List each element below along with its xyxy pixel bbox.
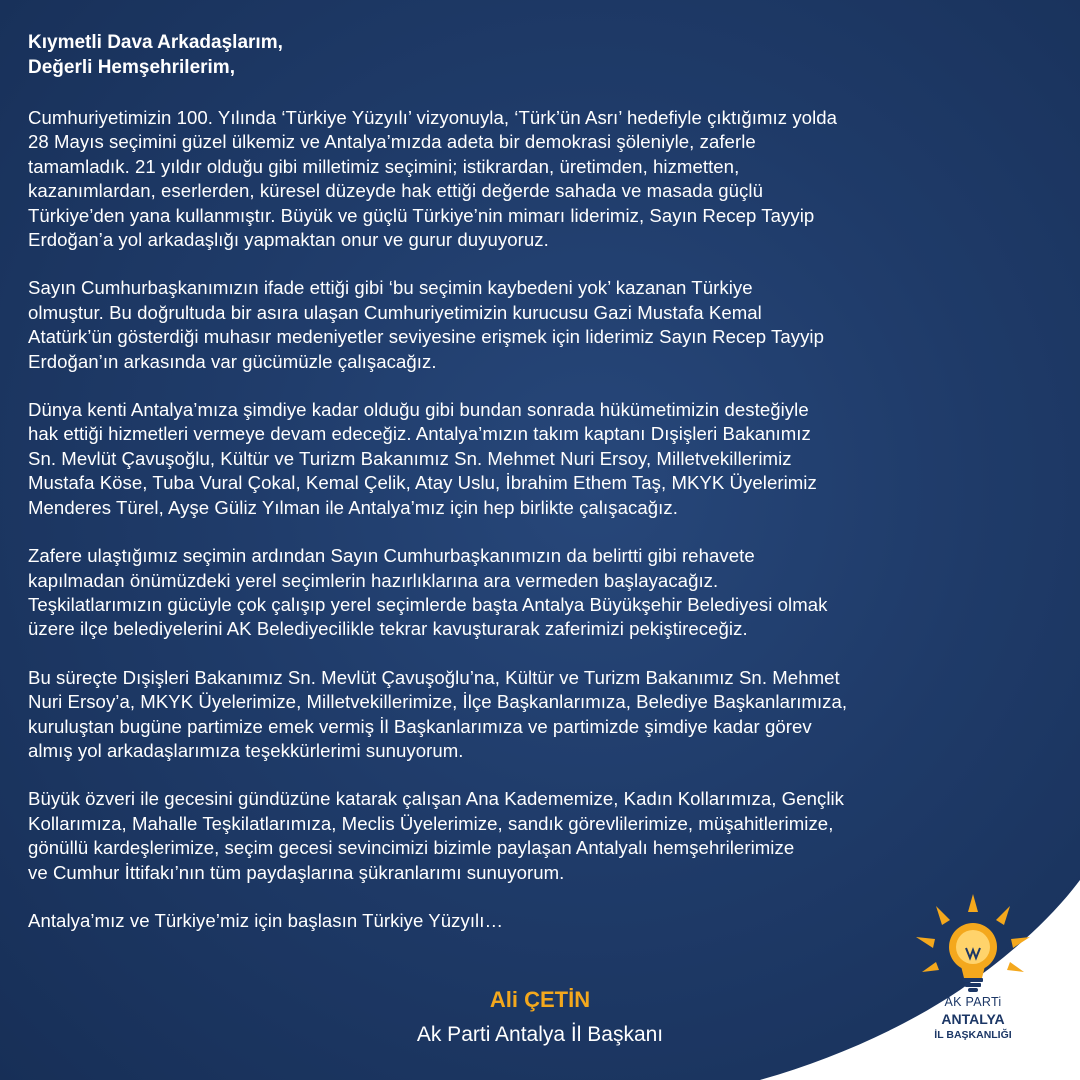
paragraph-line: tamamladık. 21 yıldır olduğu gibi milletimiz seçimini; istikrardan, üretimden, hizmetten, — [28, 155, 740, 177]
paragraph-line: Menderes Türel, Ayşe Güliz Yılman ile Antalya’mız için hep birlikte çalışacağız. — [28, 496, 678, 518]
paragraph-line: kazanımlardan, eserlerden, küresel düzeyde hak ettiği değerde sahada ve masada güçlü — [28, 180, 763, 202]
signer-title: Ak Parti Antalya İl Başkanı — [416, 1023, 664, 1046]
paragraph-line: kapılmadan önümüzdeki yerel seçimlerin hazırlıklarına ara vermeden başlayacağız. — [28, 569, 719, 591]
paragraph-line: Erdoğan’ın arkasında var gücümüzle çalışacağız. — [28, 350, 437, 372]
party-logo — [908, 892, 1038, 1062]
greeting-line: Kıymetli Dava Arkadaşlarım, — [28, 32, 283, 53]
paragraph — [28, 787, 1058, 885]
greeting-line: Değerli Hemşehrilerim, — [28, 57, 235, 78]
logo-line-3: İL BAŞKANLIĞI — [934, 1029, 1012, 1041]
paragraph — [28, 276, 1058, 374]
signature-block — [380, 985, 700, 1053]
paragraph — [28, 666, 1058, 764]
paragraph — [28, 106, 1058, 252]
logo-line-2: ANTALYA — [941, 1011, 1005, 1027]
paragraph-line: Zafere ulaştığımız seçimin ardından Sayın Cumhurbaşkanımızın da belirtti gibi rehavete — [28, 545, 755, 567]
paragraph-line: Bu süreçte Dışişleri Bakanımız Sn. Mevlüt Çavuşoğlu’na, Kültür ve Turizm Bakanımız Sn. Mehmet — [28, 666, 840, 688]
paragraph-line: 28 Mayıs seçimini güzel ülkemiz ve Antalya’mızda adeta bir demokrasi şöleniyle, zaferle — [28, 131, 756, 153]
paragraph-line: gönüllü kardeşlerimize, seçim gecesi sevincimizi bizimle paylaşan Antalyalı hemşehrilerimize — [28, 837, 795, 859]
paragraph-line: Atatürk’ün gösterdiği muhasır medeniyetler seviyesine erişmek için liderimiz Sayın Recep Tayyip — [28, 326, 825, 348]
paragraph-line: Antalya’mız ve Türkiye’miz için başlasın Türkiye Yüzyılı… — [28, 909, 504, 931]
paragraph-line: almış yol arkadaşlarımıza teşekkürlerimi sunuyorum. — [28, 739, 464, 761]
paragraph-line: Mustafa Köse, Tuba Vural Çokal, Kemal Çelik, Atay Uslu, İbrahim Ethem Taş, MKYK Üyelerimiz — [28, 472, 817, 494]
greeting — [28, 30, 1058, 80]
paragraph-line: Kollarımıza, Mahalle Teşkilatlarımıza, Meclis Üyelerimize, sandık görevlilerimize, müşahitlerimize, — [28, 812, 834, 834]
paragraph-line: Sayın Cumhurbaşkanımızın ifade ettiği gibi ‘bu seçimin kaybedeni yok’ kazanan Türkiye — [28, 277, 753, 299]
paragraph-line: ve Cumhur İttifakı’nın tüm paydaşlarına şükranlarımı sunuyorum. — [28, 861, 565, 883]
logo-line-1: AK PARTi — [944, 995, 1002, 1009]
paragraph-line: üzere ilçe belediyelerini AK Belediyecilikle tekrar kavuşturarak zaferimizi pekiştireceğiz. — [28, 618, 748, 640]
letter-body — [28, 30, 1058, 957]
paragraph-line: Erdoğan’a yol arkadaşlığı yapmaktan onur ve gurur duyuyoruz. — [28, 229, 549, 251]
paragraph-line: Teşkilatlarımızın gücüyle çok çalışıp yerel seçimlerde başta Antalya Büyükşehir Belediyesi olmak — [28, 593, 828, 615]
paragraph-line: kuruluştan bugüne partimize emek vermiş İl Başkanlarımıza ve partimizde şimdiye kadar görev — [28, 715, 812, 737]
paragraph-line: Nuri Ersoy’a, MKYK Üyelerimize, Milletvekillerimize, İlçe Başkanlarımıza, Belediye Başkanlarımıza, — [28, 691, 848, 713]
paragraph-line: Cumhuriyetimizin 100. Yılında ‘Türkiye Yüzyılı’ vizyonuyla, ‘Türk’ün Asrı’ hedefiyle çıktığımız yolda — [28, 107, 838, 128]
paragraph-line: hak ettiği hizmetleri vermeye devam edeceğiz. Antalya’mızın takım kaptanı Dışişleri Bakanımız — [28, 423, 811, 445]
paragraph-line: Büyük özveri ile gecesini gündüzüne katarak çalışan Ana Kadememize, Kadın Kollarımıza, Gençlik — [28, 788, 845, 810]
paragraph-line: olmuştur. Bu doğrultuda bir asıra ulaşan Cumhuriyetimizin kurucusu Gazi Mustafa Kemal — [28, 301, 762, 323]
lightbulb-icon — [908, 892, 1038, 996]
paragraph-line: Dünya kenti Antalya’mıza şimdiye kadar olduğu gibi bundan sonrada hükümetimizin desteğiyle — [28, 399, 809, 421]
paragraph — [28, 398, 1058, 520]
paragraph-line: Sn. Mevlüt Çavuşoğlu, Kültür ve Turizm Bakanımız Sn. Mehmet Nuri Ersoy, Milletvekillerimiz — [28, 447, 792, 469]
signer-name: Ali ÇETİN — [489, 987, 591, 1012]
paragraph-line: Türkiye’den yana kullanmıştır. Büyük ve güçlü Türkiye’nin mimarı liderimiz, Sayın Recep Tayyip — [28, 204, 815, 226]
paragraph — [28, 544, 1058, 642]
